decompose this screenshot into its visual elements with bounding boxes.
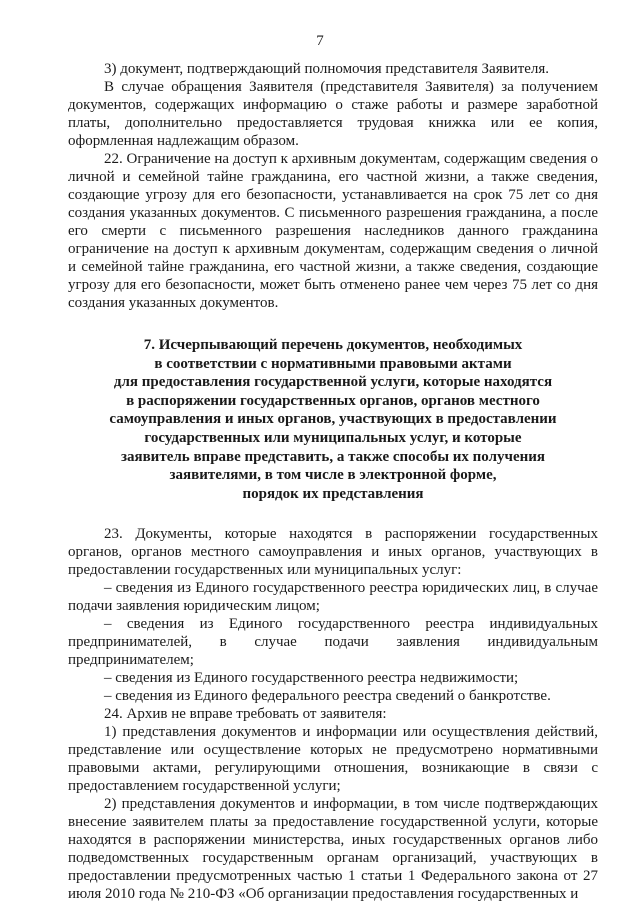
document-body xyxy=(68,60,598,903)
heading-line: для предоставления государственной услуги, которые находятся xyxy=(113,374,553,391)
heading-line: самоуправления и иных органов, участвующих в предоставлении xyxy=(109,411,557,428)
heading-line: порядок их представления xyxy=(242,485,424,502)
heading-line: 7. Исчерпывающий перечень документов, необходимых xyxy=(143,337,523,353)
list-item-real-estate-register: – сведения из Единого государственного реестра недвижимости; xyxy=(104,670,519,687)
heading-line: заявитель вправе представить, а также способы их получения xyxy=(120,448,546,465)
list-item-bankruptcy-register: – сведения из Единого федерального реестра сведений о банкротстве. xyxy=(104,688,551,705)
heading-line: в соответствии с нормативными правовыми актами xyxy=(154,355,512,372)
paragraph-employment-record: В случае обращения Заявителя (представителя Заявителя) за получением документов, содержащих информацию о стаже работы и размере заработной платы, дополнительно предоставляется трудовая книжка или ее копия, оформленная надлежащим образом. xyxy=(68,79,598,149)
list-item-restriction-1: 1) представления документов и информации или осуществления действий, представление или осуществление которых не предусмотрено нормативными правовыми актами, регулирующими отношения, возникающие в связи с предоставлением государственной услуги; xyxy=(68,724,598,795)
paragraph-3-representative-doc: 3) документ, подтверждающий полномочия представителя Заявителя. xyxy=(104,61,550,77)
list-item-entrepreneurs-register: – сведения из Единого государственного реестра индивидуальных предпринимателей, в случае подачи заявления индивидуальным предпринимателем; xyxy=(68,616,598,669)
section-7-heading xyxy=(68,336,598,503)
list-item-legal-entities-register: – сведения из Единого государственного реестра юридических лиц, в случае подачи заявления юридическим лицом; xyxy=(68,580,598,615)
heading-line: заявителями, в том числе в электронной форме, xyxy=(169,467,497,484)
page-number: 7 xyxy=(316,33,324,49)
heading-line: государственных или муниципальных услуг, и которые xyxy=(144,429,522,446)
paragraph-22-access-restriction: 22. Ограничение на доступ к архивным документам, содержащим сведения о личной и семейной тайне гражданина, его частной жизни, а также сведения, создающие угрозу для его безопасности, устанавливается на срок 75 лет со дня создания указанных документов. С письменного разрешения гражданина, а после его смерти с письменного разрешения наследников данного гражданина ограничение на доступ к архивным документам, содержащим сведения о личной и семейной тайне гражданина, его частной жизни, а также сведения, создающие угрозу для его безопасности, может быть отменено ранее чем через 75 лет со дня создания указанных документов. xyxy=(68,151,598,311)
paragraph-23-documents: 23. Документы, которые находятся в распоряжении государственных органов, органов местного самоуправления и иных органов, участвующих в предоставлении государственных или муниципальных услуг: xyxy=(68,526,598,579)
list-item-restriction-2: 2) представления документов и информации, в том числе подтверждающих внесение заявителем платы за предоставление государственной услуги, которые находятся в распоряжении министерства, иных государственных органов либо подведомственных государственным органам организаций, участвующих в предоставлении предусмотренных частью 1 статьи 1 Федерального закона от 27 июля 2010 года № 210-ФЗ «Об организации предоставления государственных и xyxy=(68,796,598,903)
paragraph-24-archive-restrictions: 24. Архив не вправе требовать от заявителя: xyxy=(104,706,387,723)
heading-line: в распоряжении государственных органов, органов местного xyxy=(126,392,540,409)
